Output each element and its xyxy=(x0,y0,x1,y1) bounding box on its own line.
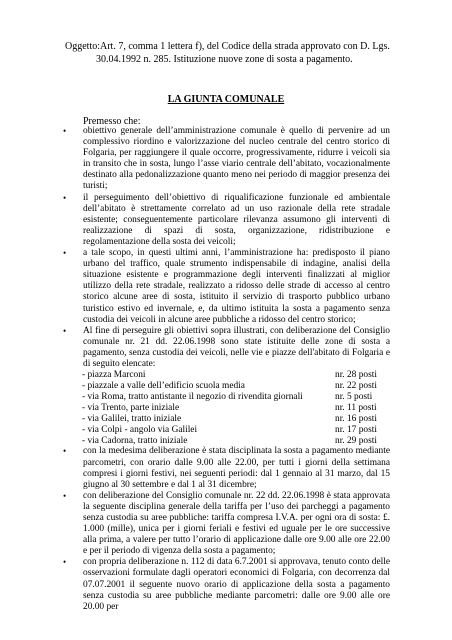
street-name: - via Roma, tratto antistante il negozio di rivendita giornali xyxy=(82,391,303,402)
premise-item xyxy=(63,326,390,370)
street-row xyxy=(82,381,390,392)
street-count: nr. 5 posti xyxy=(335,391,373,402)
premise-item xyxy=(63,557,390,612)
street-count: nr. 17 posti xyxy=(335,424,377,435)
premise-text: a tale scopo, in questi ultimi anni, l’amministrazione ha: predisposto il piano urbano del traffico, quale strumento indispensabile di indagine, analisi della situazione esistente e programmazione degli interventi finalizzati al miglior utilizzo della rete stradale, realizzato a ridosso delle strade di accesso al centro storico alcune aree di sosta, istituito il servizio di trasporto pubblico urbano turistico estivo ed invernale, e, da ultimo istituita la sosta a pagamento senza custodia dei veicoli in alcune aree pubbliche a ridosso del centro storico; xyxy=(83,248,390,325)
premise-text: il perseguimento dell’obiettivo di riqualificazione funzionale ed ambientale dell’abitato è strettamente correlato ad un uso razionale della rete stradale esistente; conseguentemente particolare rilevanza assumono gli interventi di realizzazione di spazi di sosta, organizzazione, ridistribuzione e regolamentazione della sosta dei veicoli; xyxy=(83,192,390,247)
street-name: - via Cadorna, tratto iniziale xyxy=(82,435,188,446)
bullet-icon: • xyxy=(63,126,67,136)
premise-text: con propria deliberazione n. 112 di data 6.7.2001 si approvava, tenuto conto delle osservazioni formulate dagli operatori economici di Folgaria, con decorrenza dal 07.07.2001 il seguente nuovo orario di applicazione della sosta a pagamento senza custodia su aree pubbliche mediante parcometri: dalle ore 9.00 alle ore 20.00 per xyxy=(83,557,390,612)
premise-text: con deliberazione del Consiglio comunale nr. 22 dd. 22.06.1998 è stata approvata la seguente disciplina generale della tariffa per l’uso dei parcheggi a pagamento senza custodia su aree pubbliche: tariffa compresa I.V.A. per ogni ora di sosta: £. 1.000 (mille), unica per i giorni feriali e festivi ed uguale per le ore successive alla prima, a valere per tutto l’orario di applicazione dalle ore 9.00 alle ore 22.00 e per il periodo di vigenza della sosta a pagamento; xyxy=(83,490,390,557)
premise-text: con la medesima deliberazione è stata disciplinata la sosta a pagamento mediante parcometri, con orario dalle 9.00 alle 22.00, per tutti i giorni della settimana compresi i giorni festivi, nei seguenti periodi: dal 1 gennaio al 31 marzo, dal 15 giugno al 30 settembre e dal 1 al 31 dicembre; xyxy=(83,446,390,490)
bullet-icon: • xyxy=(63,248,67,259)
street-name: - piazzale a valle dell’edificio scuola media xyxy=(82,380,245,391)
street-row xyxy=(82,370,390,381)
street-count: nr. 29 posti xyxy=(335,435,377,446)
bullet-icon: • xyxy=(63,557,67,568)
premise-text: Al fine di perseguire gli obiettivi sopra illustrati, con deliberazione del Consiglio comunale nr. 21 dd. 22.06.1998 sono state istituite delle zone di sosta a pagamento, senza custodia dei veicoli, nelle vie e piazze dell'abitato di Folgaria e di seguito elencate: xyxy=(83,325,390,369)
street-count: nr. 11 posti xyxy=(335,402,377,413)
premise-text: obiettivo generale dell’amministrazione comunale è quello di pervenire ad un complessivo riordino e valorizzazione del nucleo centrale del centro storico di Folgaria, per raggiungere il quale occorre, progressivamente, ridurre i veicoli sia in transito che in sosta, lungo l’asse viario centrale dell’abitato, vocazionalmente destinato alla pedonalizzazione quanto meno nei periodo di maggior presenza dei turisti; xyxy=(83,126,390,192)
street-name: - via Trento, parte iniziale xyxy=(82,402,180,413)
street-row xyxy=(82,403,390,414)
street-row xyxy=(82,436,390,447)
premise-item xyxy=(63,193,390,248)
streets-list xyxy=(82,370,390,446)
street-row xyxy=(82,414,390,425)
bullet-icon: • xyxy=(63,490,67,501)
street-count: nr. 16 posti xyxy=(335,413,377,424)
premise-item xyxy=(63,491,390,558)
street-name: - via Galilei, tratto iniziale xyxy=(82,413,182,424)
subject xyxy=(65,40,405,66)
premise-item xyxy=(63,446,390,490)
premise-item xyxy=(63,126,390,193)
street-name: - piazza Marconi xyxy=(82,370,146,381)
bullet-icon: • xyxy=(63,192,67,203)
street-row xyxy=(82,392,390,403)
street-name: - via Colpi - angolo via Galilei xyxy=(82,424,198,435)
premises-list xyxy=(63,126,390,613)
premise-item xyxy=(63,248,390,326)
bullet-icon: • xyxy=(63,325,67,336)
heading: LA GIUNTA COMUNALE xyxy=(167,94,285,105)
street-count: nr. 28 posti xyxy=(335,370,377,381)
subject-line-2: 30.04.1992 n. 285. Istituzione nuove zone di sosta a pagamento. xyxy=(96,54,353,65)
premesso-label: Premesso che: xyxy=(83,116,141,127)
subject-line-1: Oggetto:Art. 7, comma 1 lettera f), del Codice della strada approvato con D. Lgs. xyxy=(65,41,390,52)
street-count: nr. 22 posti xyxy=(335,380,377,391)
streets-block xyxy=(63,370,390,446)
bullet-icon: • xyxy=(63,446,67,457)
street-row xyxy=(82,425,390,436)
